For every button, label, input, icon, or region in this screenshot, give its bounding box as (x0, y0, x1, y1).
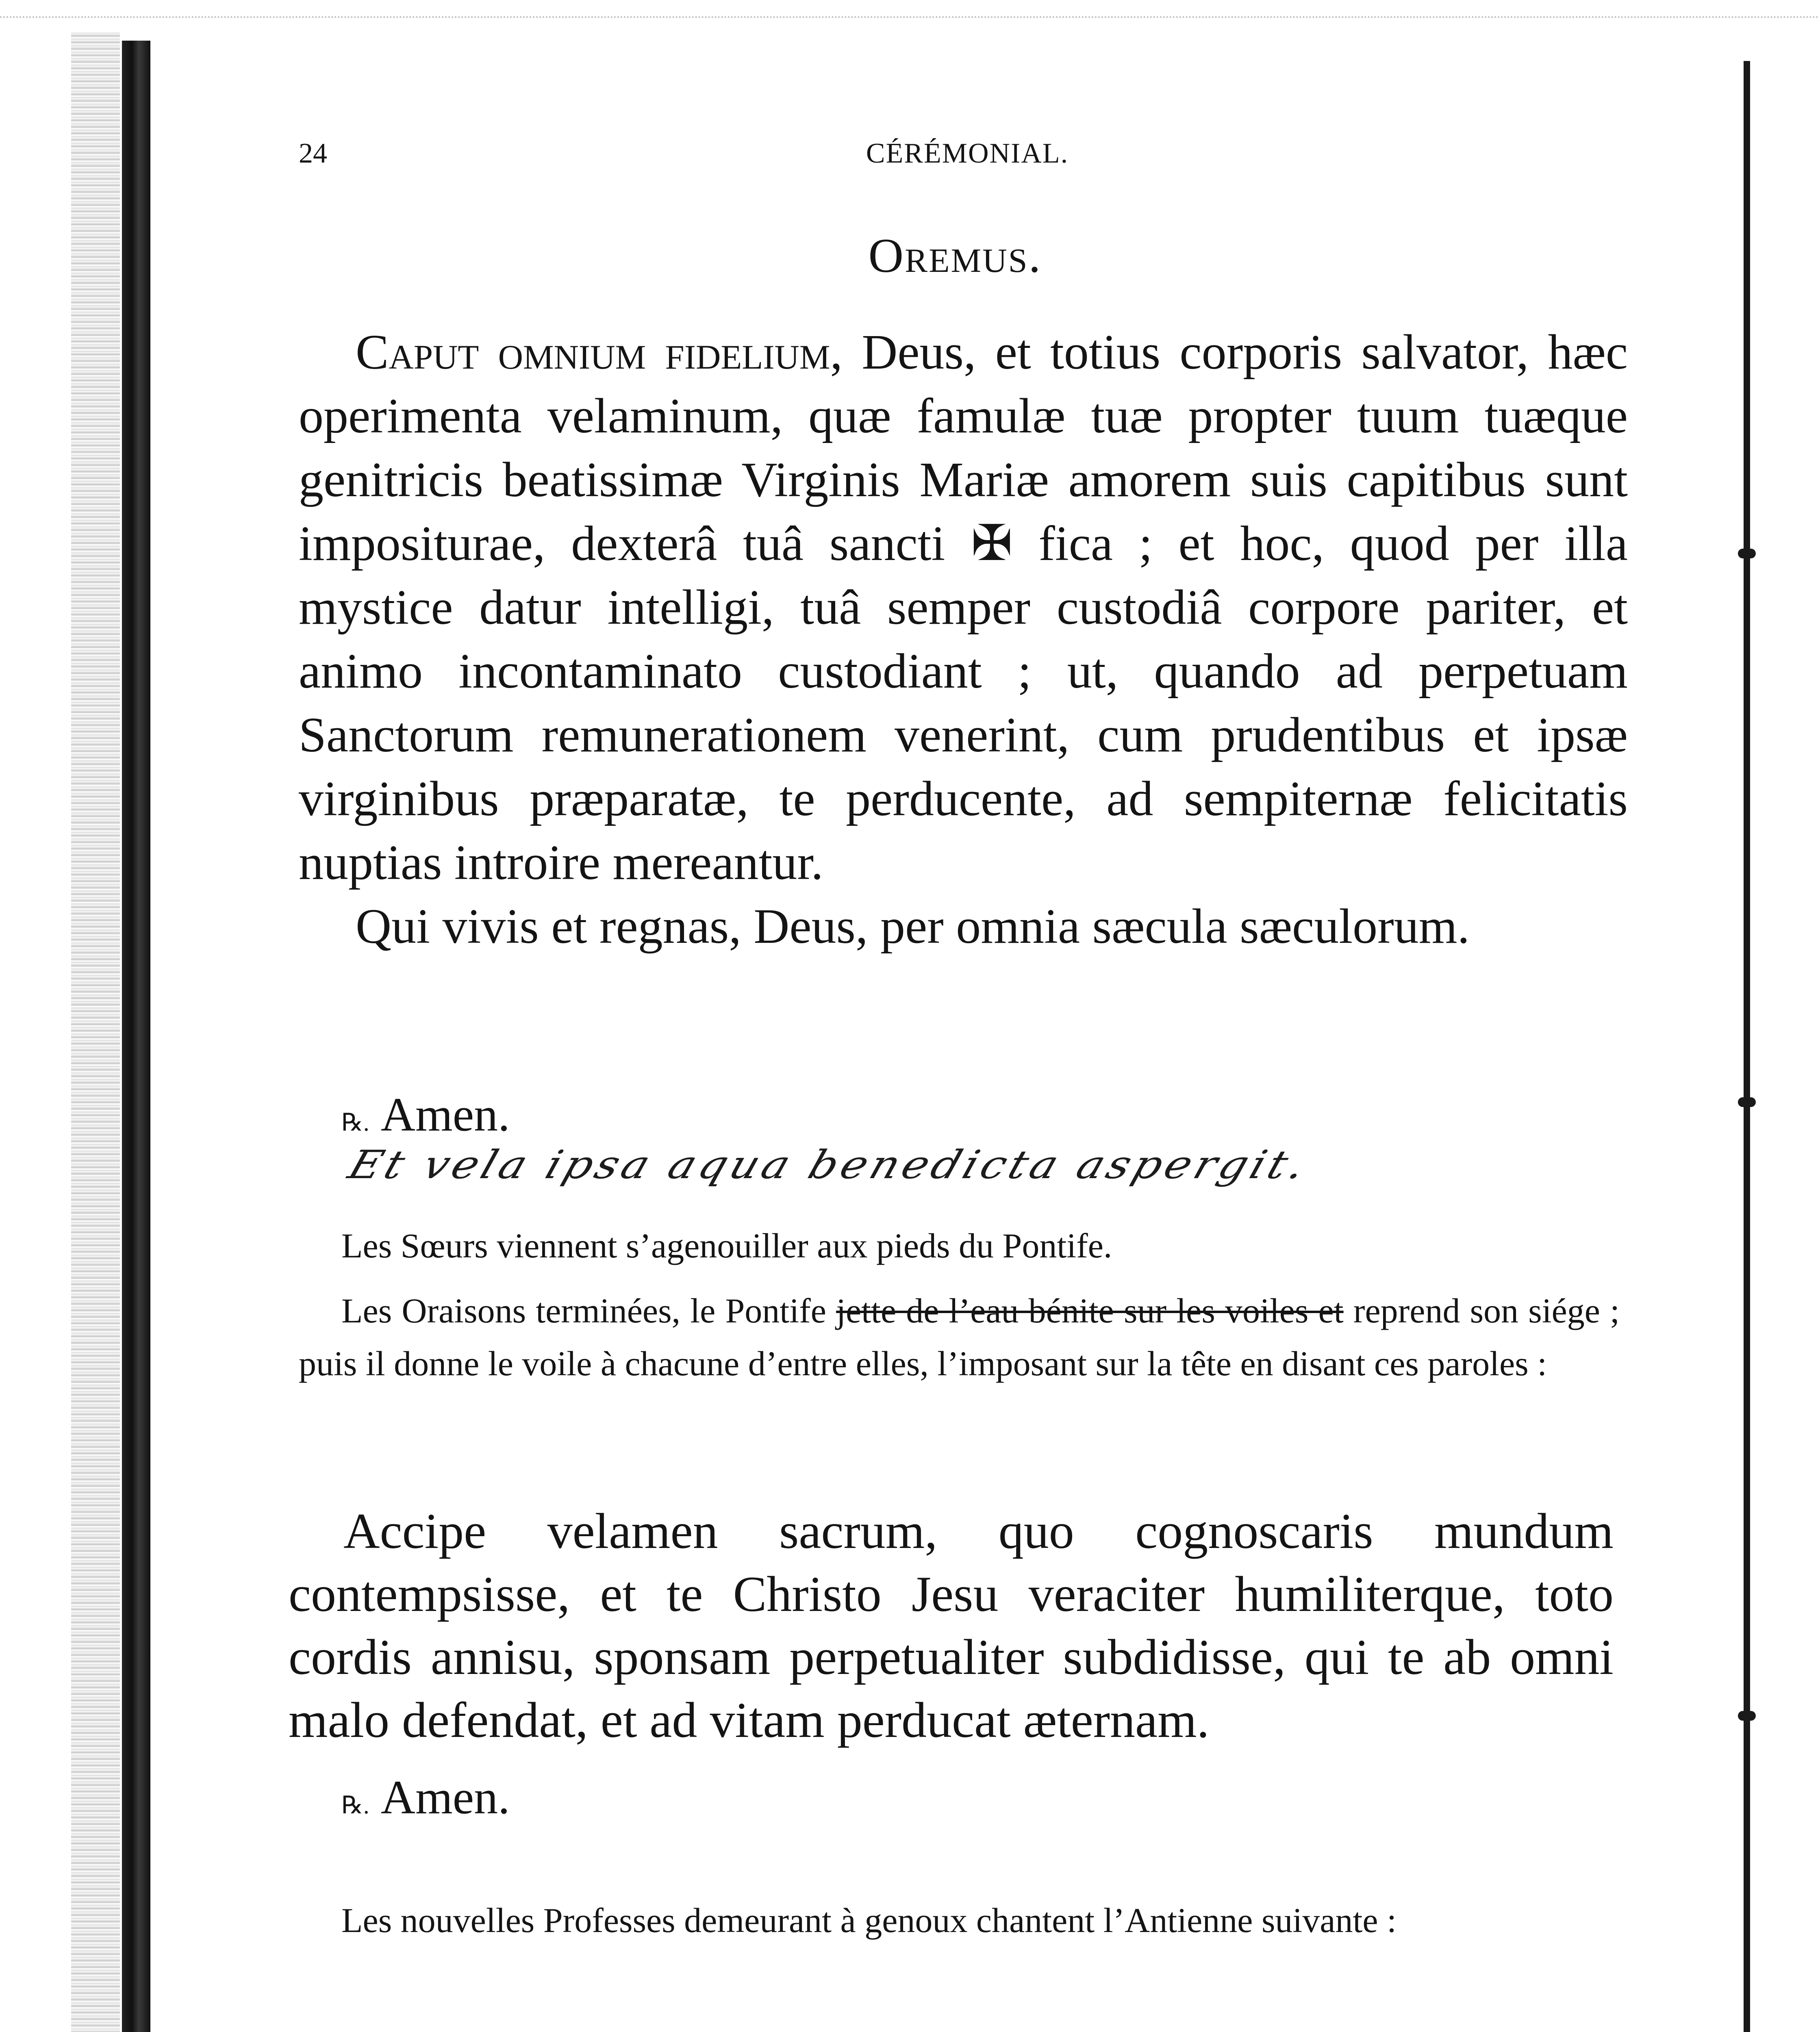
prayer-body: Deus, et totius corporis salvator, hæc operimenta velaminum, quæ famulæ tuæ propter tuum tuæque genitricis beatissimæ Virginis Mariæ amorem suis capitibus sunt impositurae, dexterâ tuâ sancti ✠ fica ; et hoc, quod per illa mystice datur intelligi, tuâ semper custodiâ corpore pariter, et animo incontaminato custodiant ; ut, quando ad perpetuam Sanctorum remunerationem venerint, cum prudentibus et ipsæ virginibus præparatæ, te perducente, ad sempiternæ felicitatis nuptias introire mereantur. (299, 325, 1628, 890)
rubric-kneel-text: Les Sœurs viennent s’agenouiller aux pieds du Pontife. (341, 1226, 1112, 1265)
edge-mark (1738, 1097, 1756, 1107)
rubric-veil-end: reprend son siége ; puis il donne le voile à chacune d’entre elles, l’imposant sur la tête en disant ces paroles : (299, 1291, 1620, 1383)
veil-formula (289, 1500, 1614, 1752)
binding-shadow (71, 33, 120, 2032)
page-number: 24 (299, 138, 327, 169)
prayer-incipit: Caput omnium fidelium, (356, 325, 843, 380)
scan-edge-top (0, 0, 1820, 18)
book-binding-edge (122, 41, 150, 2032)
struck-through-text: jette de l’eau bénite sur les voiles et (836, 1291, 1344, 1330)
rubric-veil-start: Les Oraisons terminées, le Pontife (341, 1291, 826, 1330)
rubric-antiphon (299, 1894, 1620, 1947)
prayer-text (299, 320, 1628, 958)
response-text: Amen. (380, 1088, 510, 1141)
response-amen-1 (341, 1087, 510, 1142)
prayer-heading: Oremus. (868, 228, 1042, 282)
rubric-veil (299, 1284, 1620, 1390)
running-head: CÉRÉMONIAL. (866, 138, 1069, 169)
edge-mark (1738, 1711, 1756, 1721)
handwritten-annotation: Et vela ipsa aqua benedicta aspergit. (343, 1142, 1315, 1188)
prayer-paragraph (299, 320, 1628, 894)
prayer-conclusion: Qui vivis et regnas, Deus, per omnia sæcula sæculorum. (356, 899, 1470, 954)
rubric-antiphon-text: Les nouvelles Professes demeurant à genoux chantent l’Antienne suivante : (341, 1901, 1396, 1940)
response-amen-2 (341, 1770, 510, 1825)
edge-mark (1738, 549, 1756, 558)
response-symbol: ℞. (341, 1109, 369, 1136)
veil-formula-text: Accipe velamen sacrum, quo cognoscaris mundum contempsisse, et te Christo Jesu veraciter humiliterque, toto cordis annisu, sponsam perpetualiter subdidisse, qui te ab omni malo defendat, et ad vitam perducat æternam. (289, 1503, 1614, 1748)
right-page-edge (1744, 61, 1750, 2032)
response-symbol: ℞. (341, 1792, 369, 1819)
response-text: Amen. (380, 1771, 510, 1824)
rubric-kneel (299, 1219, 1620, 1272)
